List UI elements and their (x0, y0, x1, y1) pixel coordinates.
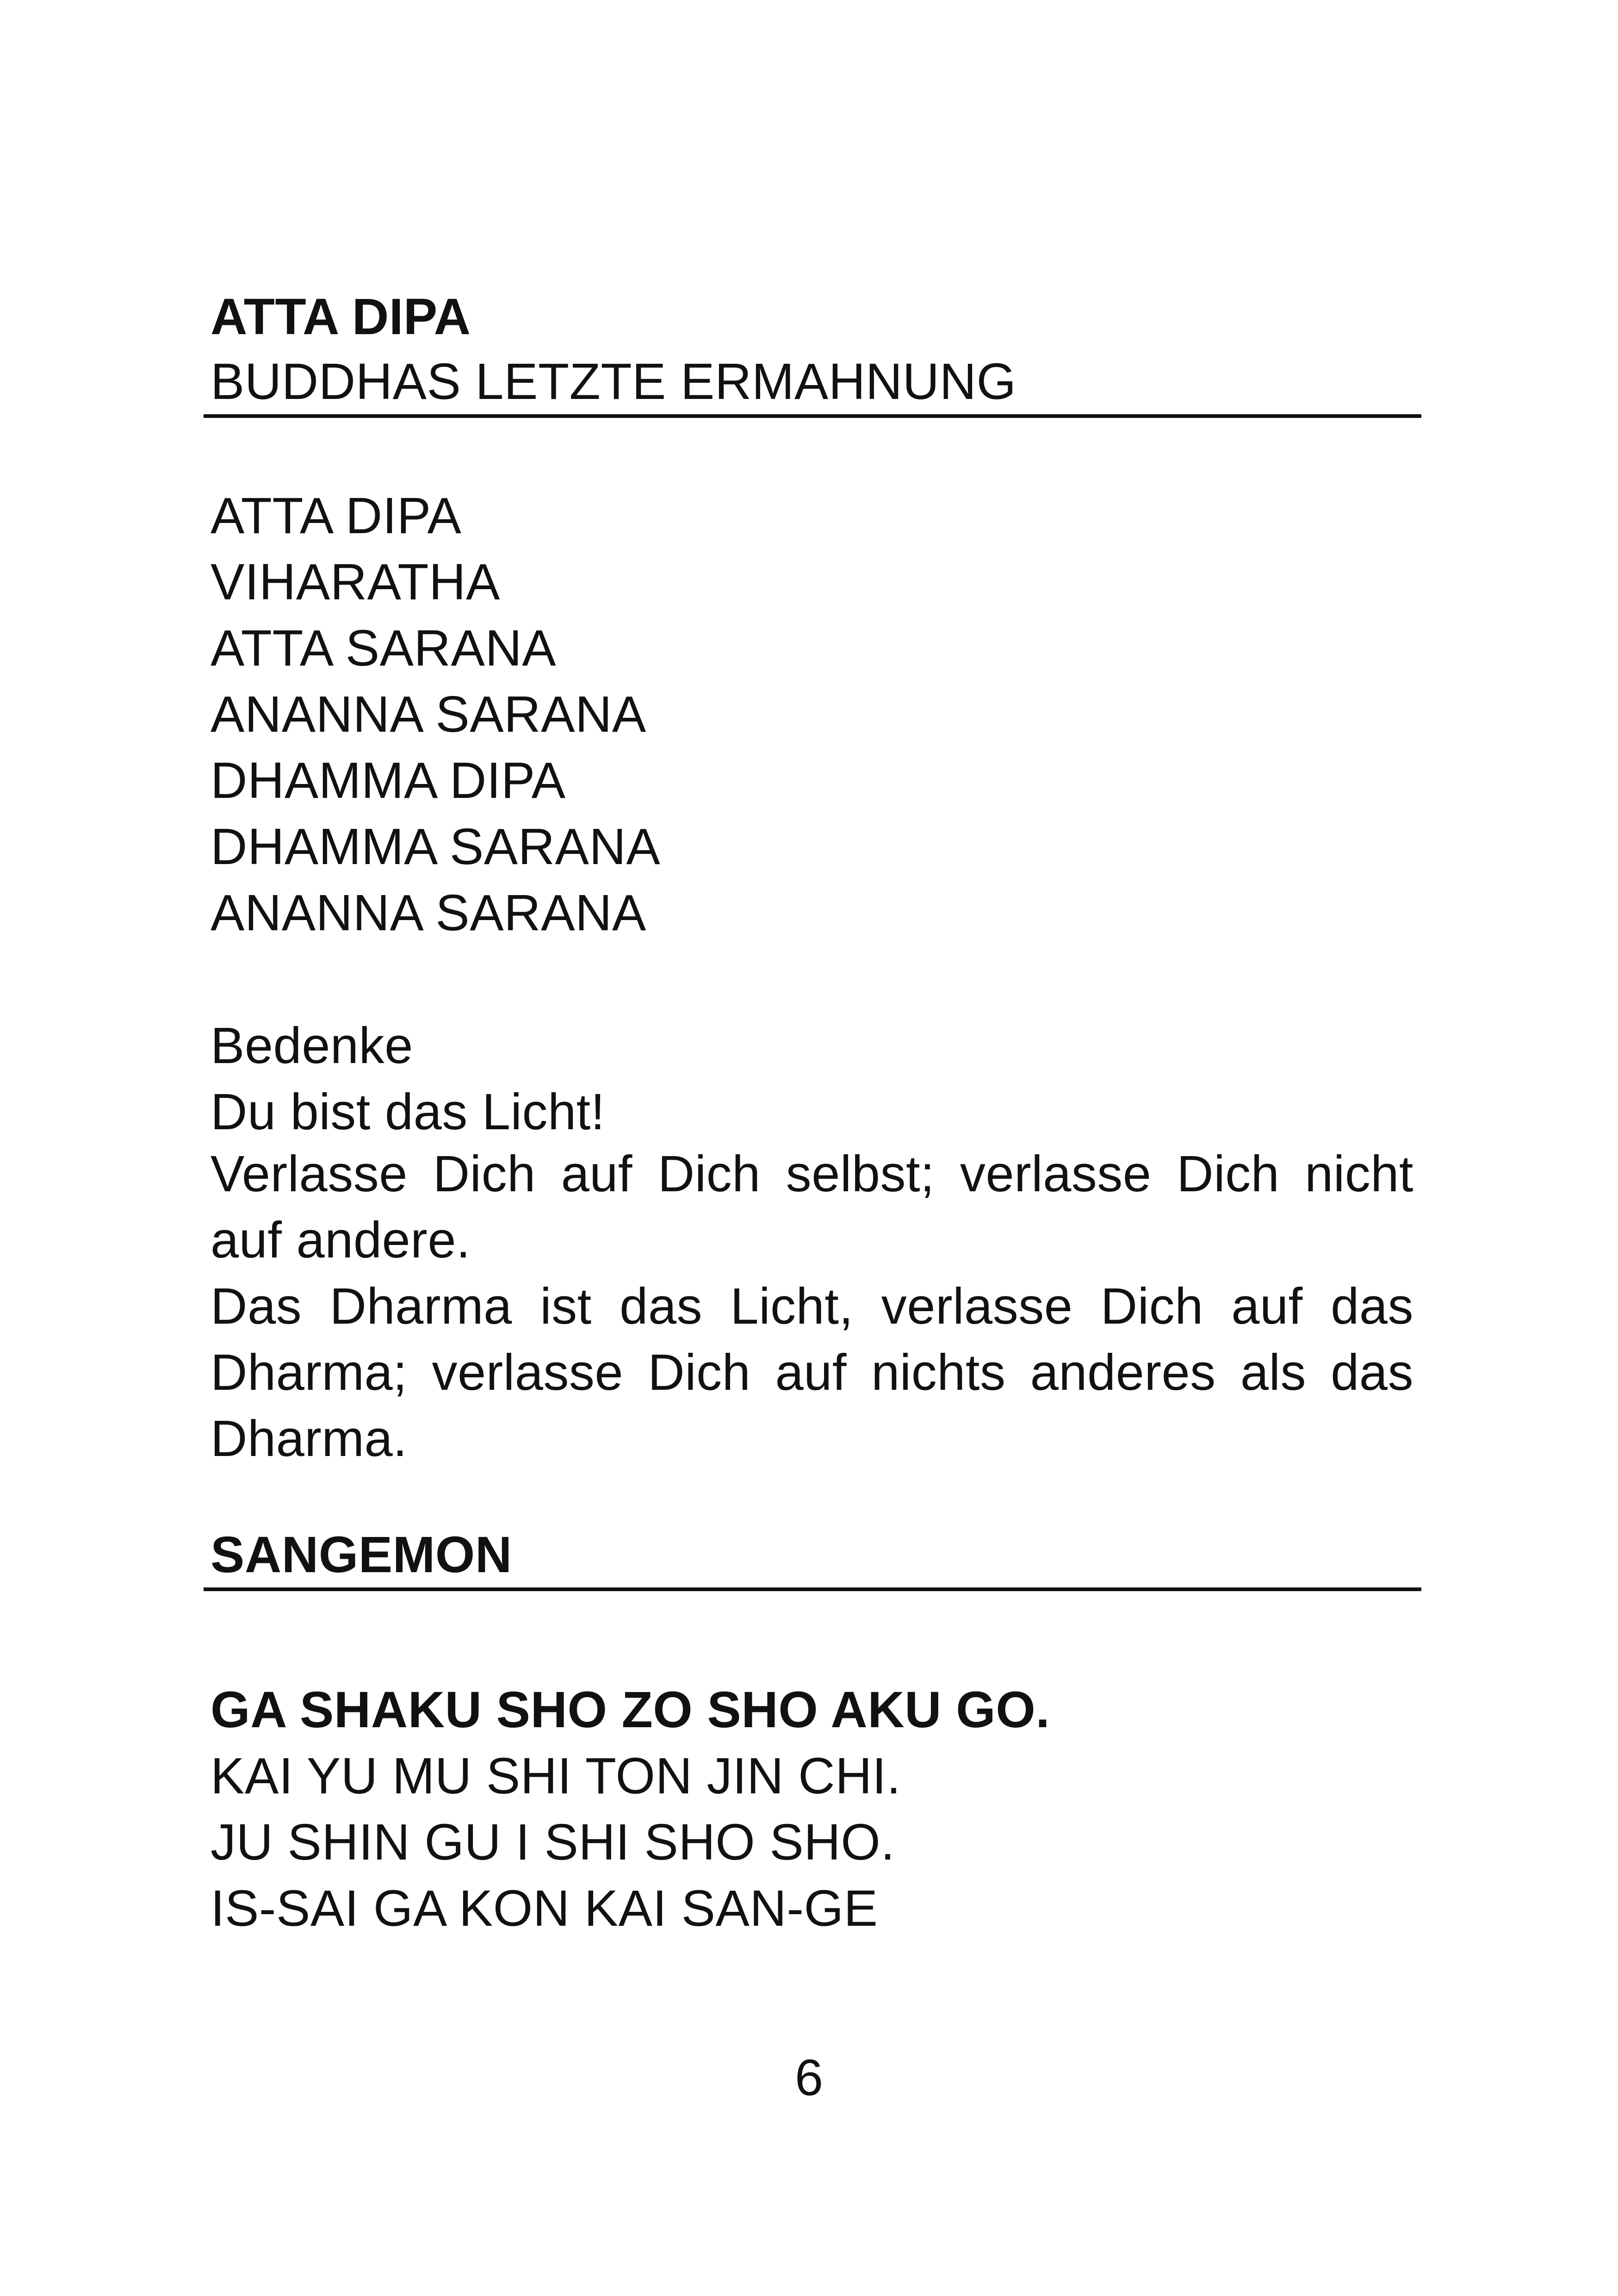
chant-line: DHAMMA DIPA (211, 752, 566, 809)
section-title-atta-dipa: ATTA DIPA (211, 288, 471, 345)
translation-line-licht: Du bist das Licht! (211, 1083, 605, 1140)
section-subtitle: BUDDHAS LETZTE ERMAHNUNG (211, 353, 1017, 410)
page-number: 6 (794, 2049, 824, 2106)
translation-line-bedenke: Bedenke (211, 1017, 413, 1074)
chant-line: DHAMMA SARANA (211, 818, 661, 875)
sangemon-line: KAI YU MU SHI TON JIN CHI. (211, 1748, 901, 1804)
chant-line: ANANNA SARANA (211, 686, 646, 743)
section-title-sangemon: SANGEMON (211, 1526, 512, 1583)
section-divider-1 (204, 414, 1421, 418)
section-divider-2 (204, 1587, 1421, 1591)
sangemon-line: JU SHIN GU I SHI SHO SHO. (211, 1814, 895, 1871)
chant-line: VIHARATHA (211, 554, 500, 610)
sangemon-line-bold: GA SHAKU SHO ZO SHO AKU GO. (211, 1681, 1050, 1738)
chant-line: ATTA SARANA (211, 620, 557, 677)
sangemon-line: IS-SAI GA KON KAI SAN-GE (211, 1880, 878, 1937)
translation-paragraph-1: Verlasse Dich auf Dich selbst; verlasse Dich nicht auf andere. (211, 1145, 1413, 1269)
chant-line: ANANNA SARANA (211, 884, 646, 941)
translation-paragraph-2: Das Dharma ist das Licht, verlasse Dich auf das Dharma; verlasse Dich auf nichts anderes als das Dharma. (211, 1278, 1413, 1467)
chant-line: ATTA DIPA (211, 487, 462, 544)
